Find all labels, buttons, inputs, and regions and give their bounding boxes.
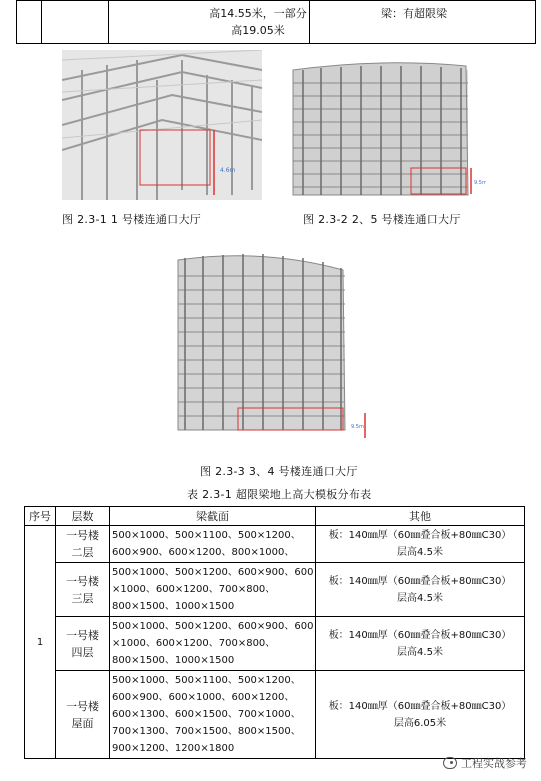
figure-1-caption: 图 2.3-1 1 号楼连通口大厅 [62, 213, 202, 226]
table-row: 一号楼 三层 500×1000、500×1200、600×900、600 ×1000、600×1200、700×800、 800×1500、1000×1500 板：140㎜厚（60㎜叠合板+80㎜C30） 层高4.5米 [25, 563, 525, 617]
figure-1-image [62, 50, 262, 200]
row-index: 1 [25, 526, 56, 759]
section-list: 500×1000、500×1100、500×1200、 600×900、600×1000、600×1200、 600×1300、600×1500、700×1000、 700×1300、700×1500、800×1500、 900×1200、1200×1800 [110, 671, 316, 759]
other-info: 板：140㎜厚（60㎜叠合板+80㎜C30） 层高4.5米 [316, 563, 525, 617]
figure-3-caption: 图 2.3-3 3、4 号楼连通口大厅 [200, 465, 358, 478]
section-list: 500×1000、500×1100、500×1200、 600×900、600×1200、800×1000、 [110, 526, 316, 563]
other-info: 板：140㎜厚（60㎜叠合板+80㎜C30） 层高4.5米 [316, 526, 525, 563]
watermark-text: 工程实战参考 [461, 757, 527, 770]
other-info: 板：140㎜厚（60㎜叠合板+80㎜C30） 层高6.05米 [316, 671, 525, 759]
figure-3-dimension: 9.5m [351, 424, 364, 430]
table-header-row [25, 507, 525, 526]
figure-3-image [173, 248, 373, 438]
header-floor: 层数 [56, 507, 110, 526]
section-list: 500×1000、500×1200、600×900、600 ×1000、600×1200、700×800、 800×1500、1000×1500 [110, 563, 316, 617]
other-info: 板：140㎜厚（60㎜叠合板+80㎜C30） 层高4.5米 [316, 617, 525, 671]
beam-text: 梁：有超限梁 [381, 7, 447, 20]
header-other: 其他 [316, 507, 525, 526]
header-index: 序号 [25, 507, 56, 526]
table-row: 一号楼 屋面 500×1000、500×1100、500×1200、 600×900、600×1000、600×1200、 600×1300、600×1500、700×1000、 700×1300、700×1500、800×1500、 900×1200、1200×1800 板：140㎜厚（60㎜叠合板+80㎜C30） 层高6.05米 [25, 671, 525, 759]
figure-1-dimension: 4.6m [220, 167, 236, 174]
table-title: 表 2.3-1 超限梁地上高大模板分布表 [187, 488, 372, 501]
height-text: 高14.55米，一部分高19.05米 [209, 7, 307, 37]
header-section: 梁截面 [110, 507, 316, 526]
table-row: 1 一号楼 二层 500×1000、500×1100、500×1200、 600×900、600×1200、800×1000、 板：140㎜厚（60㎜叠合板+80㎜C30） 层高4.5米 [25, 526, 525, 563]
table-row: 一号楼 四层 500×1000、500×1200、600×900、600 ×1000、600×1200、700×800、 800×1500、1000×1500 板：140㎜厚（60㎜叠合板+80㎜C30） 层高4.5米 [25, 617, 525, 671]
data-table [24, 506, 525, 759]
figure-2-dimension: 9.5m [474, 180, 486, 186]
figure-2-image [291, 58, 486, 200]
figure-2-caption: 图 2.3-2 2、5 号楼连通口大厅 [303, 213, 461, 226]
wechat-icon [443, 757, 457, 769]
table-cell-empty-2 [41, 1, 109, 43]
watermark [443, 755, 527, 771]
table-cell-empty-1 [17, 1, 42, 43]
continued-table-row [16, 0, 536, 44]
section-list: 500×1000、500×1200、600×900、600 ×1000、600×1200、700×800、 800×1500、1000×1500 [110, 617, 316, 671]
